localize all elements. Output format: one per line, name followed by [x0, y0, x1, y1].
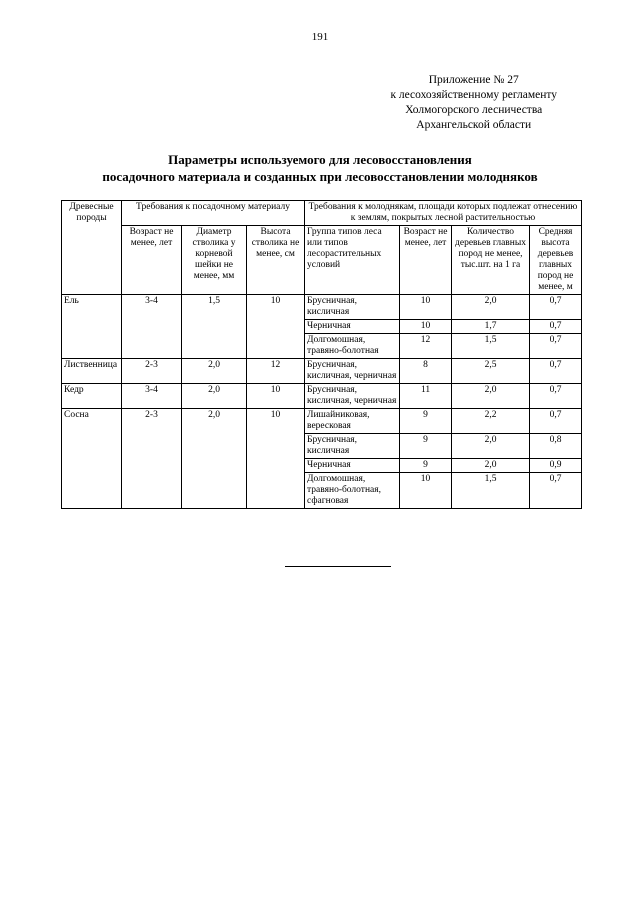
header-diameter: Диаметр стволика у корневой шейки не менее, мм	[182, 226, 247, 295]
avg-height-cell: 0,7	[530, 359, 582, 384]
table-subheader-row	[62, 226, 582, 295]
avg-height-cell: 0,7	[530, 384, 582, 409]
table-row	[62, 409, 582, 434]
trees-count-cell: 1,7	[452, 320, 530, 334]
trees-count-cell: 2,0	[452, 459, 530, 473]
young-age-cell: 10	[400, 295, 452, 320]
forest-type-cell: Черничная	[305, 320, 400, 334]
end-rule	[285, 566, 391, 567]
avg-height-cell: 0,8	[530, 434, 582, 459]
young-age-cell: 12	[400, 334, 452, 359]
trees-count-cell: 2,0	[452, 384, 530, 409]
height-cell: 10	[247, 384, 305, 409]
header-height: Высота стволика не менее, см	[247, 226, 305, 295]
diameter-cell: 2,0	[182, 359, 247, 384]
height-cell: 12	[247, 359, 305, 384]
appendix-line: Архангельской области	[416, 119, 532, 131]
avg-height-cell: 0,9	[530, 459, 582, 473]
table-row	[62, 359, 582, 384]
age-cell: 3-4	[122, 295, 182, 359]
header-young-group: Требования к молоднякам, площади которых подлежат отнесению к землям, покрытых лесной растительностью	[305, 201, 582, 226]
title-line: посадочного материала и созданных при лесовосстановлении молодняков	[102, 169, 538, 184]
forest-type-cell: Брусничная, кисличная	[305, 434, 400, 459]
forest-type-cell: Черничная	[305, 459, 400, 473]
header-avg-height: Средняя высота деревьев главных пород не менее, м	[530, 226, 582, 295]
trees-count-cell: 2,0	[452, 295, 530, 320]
header-age: Возраст не менее, лет	[122, 226, 182, 295]
age-cell: 2-3	[122, 359, 182, 384]
trees-count-cell: 2,2	[452, 409, 530, 434]
forest-type-cell: Брусничная, кисличная, черничная	[305, 384, 400, 409]
appendix-block	[390, 73, 557, 133]
forest-type-cell: Лишайниковая, вересковая	[305, 409, 400, 434]
header-planting-group: Требования к посадочному материалу	[122, 201, 305, 226]
species-cell: Сосна	[62, 409, 122, 509]
forest-type-cell: Долгомошная, травяно-болотная	[305, 334, 400, 359]
header-species: Древесные породы	[62, 201, 122, 295]
age-cell: 3-4	[122, 384, 182, 409]
page-number: 191	[311, 31, 329, 43]
table-row	[62, 295, 582, 320]
appendix-line: Холмогорского лесничества	[405, 104, 543, 116]
table-row	[62, 384, 582, 409]
height-cell: 10	[247, 295, 305, 359]
title-line: Параметры используемого для лесовосстановления	[168, 152, 472, 167]
avg-height-cell: 0,7	[530, 409, 582, 434]
trees-count-cell: 2,0	[452, 434, 530, 459]
diameter-cell: 2,0	[182, 409, 247, 509]
appendix-line: к лесохозяйственному регламенту	[390, 89, 557, 101]
young-age-cell: 9	[400, 434, 452, 459]
avg-height-cell: 0,7	[530, 295, 582, 320]
header-young-age: Возраст не менее, лет	[400, 226, 452, 295]
trees-count-cell: 1,5	[452, 334, 530, 359]
height-cell: 10	[247, 409, 305, 509]
diameter-cell: 2,0	[182, 384, 247, 409]
young-age-cell: 9	[400, 459, 452, 473]
avg-height-cell: 0,7	[530, 320, 582, 334]
avg-height-cell: 0,7	[530, 473, 582, 509]
young-age-cell: 10	[400, 320, 452, 334]
avg-height-cell: 0,7	[530, 334, 582, 359]
header-trees-count: Количество деревьев главных пород не менее, тыс.шт. на 1 га	[452, 226, 530, 295]
species-cell: Ель	[62, 295, 122, 359]
young-age-cell: 11	[400, 384, 452, 409]
age-cell: 2-3	[122, 409, 182, 509]
table-header-row	[62, 201, 582, 226]
young-age-cell: 10	[400, 473, 452, 509]
forest-type-cell: Брусничная, кисличная, черничная	[305, 359, 400, 384]
header-forest-type: Группа типов леса или типов лесорастительных условий	[305, 226, 400, 295]
young-age-cell: 9	[400, 409, 452, 434]
young-age-cell: 8	[400, 359, 452, 384]
document-title	[0, 151, 640, 185]
species-cell: Кедр	[62, 384, 122, 409]
forest-type-cell: Брусничная, кисличная	[305, 295, 400, 320]
trees-count-cell: 2,5	[452, 359, 530, 384]
appendix-line: Приложение № 27	[428, 74, 519, 86]
parameters-table	[61, 200, 582, 509]
diameter-cell: 1,5	[182, 295, 247, 359]
species-cell: Лиственница	[62, 359, 122, 384]
forest-type-cell: Долгомошная, травяно-болотная, сфагновая	[305, 473, 400, 509]
trees-count-cell: 1,5	[452, 473, 530, 509]
